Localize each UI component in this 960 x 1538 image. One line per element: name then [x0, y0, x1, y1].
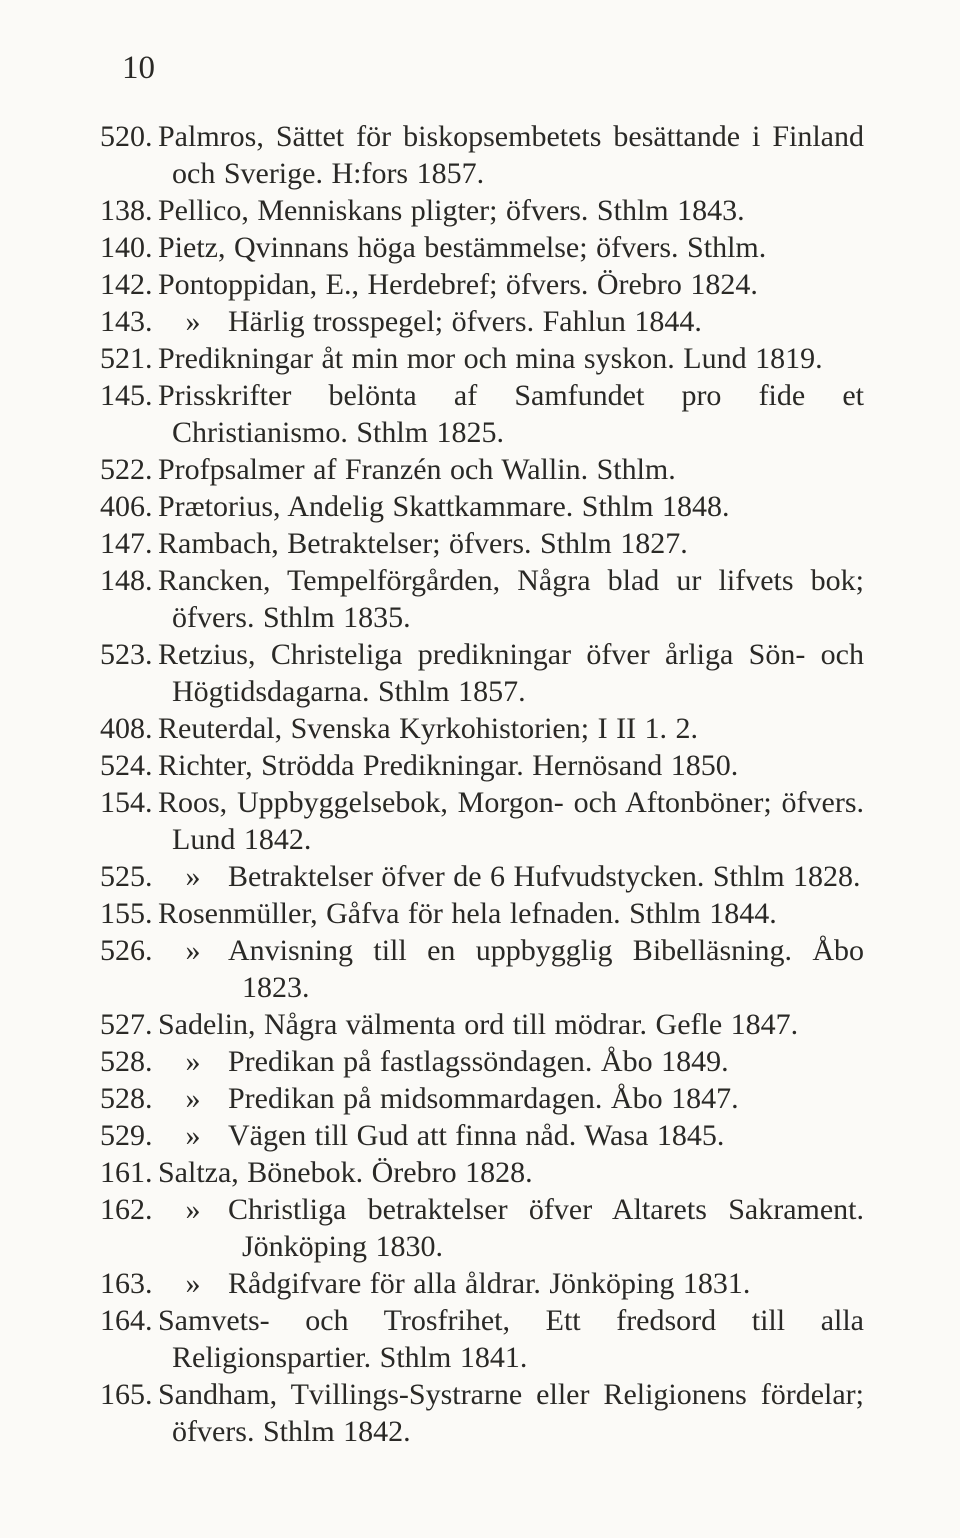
list-item	[100, 1043, 864, 1080]
entry-text: Richter, Strödda Predikningar. Hernösand 1850.	[158, 749, 739, 782]
list-item	[100, 747, 864, 784]
entry-number: 521.	[100, 342, 153, 375]
entry-number: 523.	[100, 638, 153, 671]
list-item	[100, 1117, 864, 1154]
entry-number: 526.	[100, 934, 153, 967]
list-item	[100, 451, 864, 488]
ditto-mark: »	[185, 305, 201, 338]
entry-content	[158, 858, 864, 895]
entry-number: 528.	[100, 1082, 153, 1115]
entry-number: 142.	[100, 268, 153, 301]
entry-content	[158, 1302, 864, 1376]
list-item	[100, 303, 864, 340]
page-number: 10	[122, 50, 155, 86]
entry-text: Predikningar åt min mor och mina syskon. Lund 1819.	[158, 342, 823, 375]
entry-text: Vägen till Gud att finna nåd. Wasa 1845.	[228, 1119, 725, 1152]
entry-content	[158, 710, 864, 747]
list-item	[100, 784, 864, 858]
entry-number: 165.	[100, 1378, 153, 1411]
entry-text: Samvets- och Trosfrihet, Ett fredsord till alla Religionspartier. Sthlm 1841.	[158, 1304, 864, 1374]
ditto-mark: »	[185, 1045, 201, 1078]
list-item	[100, 340, 864, 377]
entry-content	[158, 303, 864, 340]
entry-number: 145.	[100, 379, 153, 412]
list-item	[100, 266, 864, 303]
entry-text: Rådgifvare för alla åldrar. Jönköping 1831.	[228, 1267, 751, 1300]
entry-number: 528.	[100, 1045, 153, 1078]
entry-text: Pietz, Qvinnans höga bestämmelse; öfvers. Sthlm.	[158, 231, 767, 264]
entry-text: Christliga betraktelser öfver Altarets Sakrament. Jönköping 1830.	[228, 1193, 864, 1263]
ditto-mark: »	[185, 1082, 201, 1115]
entry-content	[158, 1154, 864, 1191]
list-item	[100, 858, 864, 895]
list-item	[100, 1376, 864, 1450]
list-item	[100, 1154, 864, 1191]
entry-content	[158, 340, 864, 377]
entry-number: 164.	[100, 1304, 153, 1337]
list-item	[100, 1265, 864, 1302]
entry-text: Anvisning till en uppbygglig Bibelläsning. Åbo 1823.	[228, 934, 864, 1004]
ditto-mark: »	[185, 1267, 201, 1300]
entry-text: Pellico, Menniskans pligter; öfvers. Sthlm 1843.	[158, 194, 745, 227]
entry-text: Härlig trosspegel; öfvers. Fahlun 1844.	[228, 305, 702, 338]
entry-text: Prætorius, Andelig Skattkammare. Sthlm 1848.	[158, 490, 730, 523]
list-item	[100, 525, 864, 562]
entry-content	[158, 1006, 864, 1043]
ditto-mark: »	[185, 1193, 201, 1226]
entry-number: 155.	[100, 897, 153, 930]
entry-number: 143.	[100, 305, 153, 338]
entry-text: Rancken, Tempelförgården, Några blad ur lifvets bok; öfvers. Sthlm 1835.	[158, 564, 864, 634]
list-item	[100, 192, 864, 229]
list-item	[100, 932, 864, 1006]
list-item	[100, 488, 864, 525]
list-item	[100, 1080, 864, 1117]
entry-text: Reuterdal, Svenska Kyrkohistorien; I II 1. 2.	[158, 712, 699, 745]
entry-content	[158, 1191, 864, 1265]
entry-number: 140.	[100, 231, 153, 264]
entry-number: 161.	[100, 1156, 153, 1189]
entry-text: Rambach, Betraktelser; öfvers. Sthlm 1827.	[158, 527, 688, 560]
entry-number: 154.	[100, 786, 153, 819]
list-item	[100, 229, 864, 266]
entry-content	[158, 266, 864, 303]
list-item	[100, 1006, 864, 1043]
list-item	[100, 636, 864, 710]
entry-number: 148.	[100, 564, 153, 597]
entry-content	[158, 1376, 864, 1450]
list-item	[100, 1191, 864, 1265]
entry-content	[158, 1043, 864, 1080]
ditto-mark: »	[185, 934, 201, 967]
entry-content	[158, 1080, 864, 1117]
list-item	[100, 377, 864, 451]
entry-text: Retzius, Christeliga predikningar öfver årliga Sön- och Högtidsdagarna. Sthlm 1857.	[158, 638, 864, 708]
entry-content	[158, 784, 864, 858]
entry-number: 163.	[100, 1267, 153, 1300]
entry-content	[158, 747, 864, 784]
list-item	[100, 118, 864, 192]
entry-text: Prisskrifter belönta af Samfundet pro fide et Christianismo. Sthlm 1825.	[158, 379, 864, 449]
entry-number: 525.	[100, 860, 153, 893]
entry-number: 529.	[100, 1119, 153, 1152]
entry-content	[158, 895, 864, 932]
entry-text: Rosenmüller, Gåfva för hela lefnaden. Sthlm 1844.	[158, 897, 777, 930]
entry-content	[158, 451, 864, 488]
entry-number: 162.	[100, 1193, 153, 1226]
list-item	[100, 1302, 864, 1376]
entry-content	[158, 229, 864, 266]
entry-number: 406.	[100, 490, 153, 523]
entry-content	[158, 525, 864, 562]
entry-text: Betraktelser öfver de 6 Hufvudstycken. Sthlm 1828.	[228, 860, 861, 893]
entry-number: 138.	[100, 194, 153, 227]
entry-text: Pontoppidan, E., Herdebref; öfvers. Örebro 1824.	[158, 268, 758, 301]
entry-text: Sandham, Tvillings-Systrarne eller Religionens fördelar; öfvers. Sthlm 1842.	[158, 1378, 864, 1448]
entry-content	[158, 1265, 864, 1302]
bibliography-list	[100, 118, 864, 1450]
entry-number: 520.	[100, 120, 153, 153]
entry-content	[158, 192, 864, 229]
entry-content	[158, 562, 864, 636]
list-item	[100, 895, 864, 932]
ditto-mark: »	[185, 1119, 201, 1152]
entry-number: 147.	[100, 527, 153, 560]
entry-text: Predikan på midsommardagen. Åbo 1847.	[228, 1082, 739, 1115]
entry-content	[158, 1117, 864, 1154]
entry-number: 527.	[100, 1008, 153, 1041]
entry-content	[158, 118, 864, 192]
entry-content	[158, 377, 864, 451]
entry-text: Predikan på fastlagssöndagen. Åbo 1849.	[228, 1045, 729, 1078]
entry-text: Sadelin, Några välmenta ord till mödrar. Gefle 1847.	[158, 1008, 799, 1041]
entry-text: Saltza, Bönebok. Örebro 1828.	[158, 1156, 533, 1189]
entry-text: Palmros, Sättet för biskopsembetets besättande i Finland och Sverige. H:fors 1857.	[158, 120, 864, 190]
entry-content	[158, 932, 864, 1006]
ditto-mark: »	[185, 860, 201, 893]
list-item	[100, 562, 864, 636]
entry-text: Profpsalmer af Franzén och Wallin. Sthlm.	[158, 453, 676, 486]
entry-content	[158, 488, 864, 525]
entry-number: 408.	[100, 712, 153, 745]
entry-content	[158, 636, 864, 710]
entry-number: 522.	[100, 453, 153, 486]
entry-text: Roos, Uppbyggelsebok, Morgon- och Aftonböner; öfvers. Lund 1842.	[158, 786, 864, 856]
entry-number: 524.	[100, 749, 153, 782]
list-item	[100, 710, 864, 747]
